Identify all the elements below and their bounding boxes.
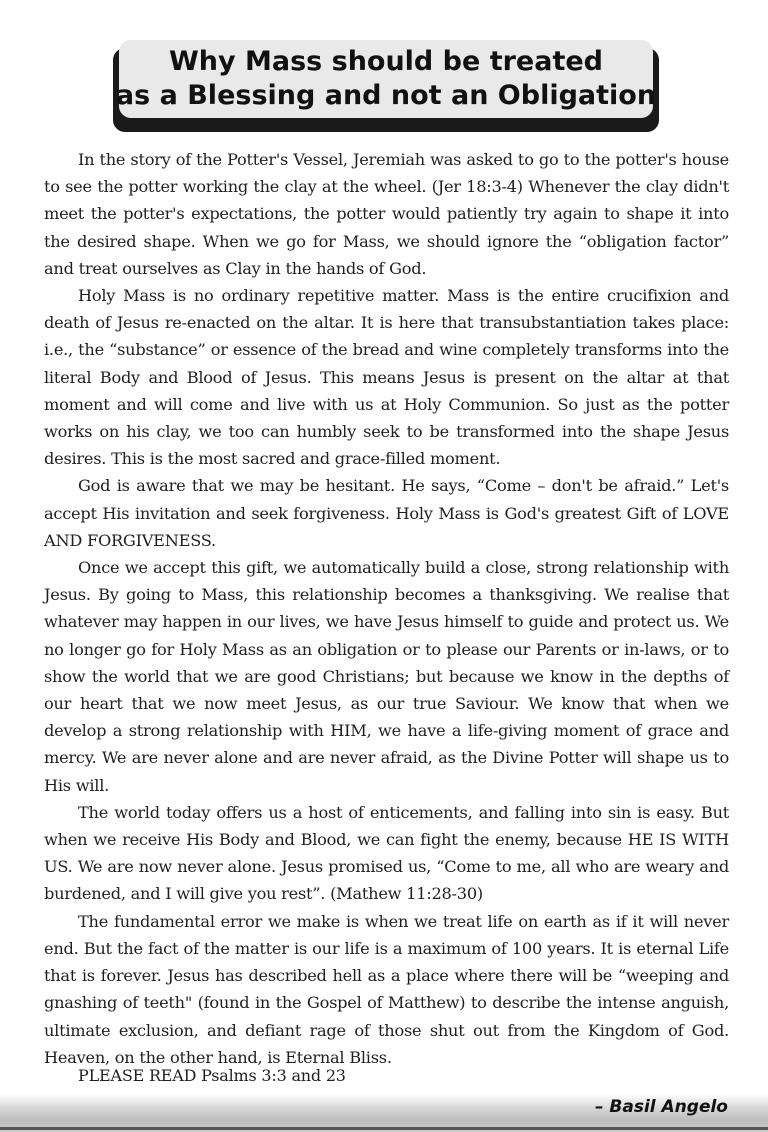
paragraph: In the story of the Potter's Vessel, Jeremiah was asked to go to the potter's house to see the potter working the clay at the wheel. (Jer 18:3-4) Whenever the clay didn't meet the potter's expectations, the potter would patiently try again to shape it into the desired shape. When we go for Mass, we should ignore the “obligation factor” and treat ourselves as Clay in the hands of God. — [44, 150, 729, 278]
paragraph: God is aware that we may be hesitant. He says, “Come – don't be afraid.” Let's accept His invitation and seek forgiveness. Holy Mass is God's greatest Gift of LOVE AND FORGIVENESS. — [44, 476, 729, 550]
paragraph: Holy Mass is no ordinary repetitive matter. Mass is the entire crucifixion and death of Jesus re-enacted on the altar. It is here that transubstantiation takes place: i.e., the “substance” or essence of the bread and wine completely transforms into the literal Body and Blood of Jesus. This means Jesus is present on the altar at that moment and will come and live with us at Holy Communion. So just as the potter works on his clay, we too can humbly seek to be transformed into the shape Jesus desires. This is the most sacred and grace-filled moment. — [44, 286, 729, 469]
title-box — [115, 40, 657, 118]
paragraph: Once we accept this gift, we automatically build a close, strong relationship with Jesus. By going to Mass, this relationship becomes a thanksgiving. We realise that whatever may happen in our lives, we have Jesus himself to guide and protect us. We no longer go for Holy Mass as an obligation or to please our Parents or in-laws, or to show the world that we are good Christians; but because we know in the depths of our heart that we now meet Jesus, as our true Saviour. We know that when we develop a strong relationship with HIM, we have a life-giving moment of grace and mercy. We are never alone and are never afraid, as the Divine Potter will shape us to His will. — [44, 558, 729, 795]
title-line-1: Why Mass should be treated — [168, 46, 604, 77]
paragraph: The fundamental error we make is when we treat life on earth as if it will never end. But the fact of the matter is our life is a maximum of 100 years. It is eternal Life that is forever. Jesus has described hell as a place where there will be “weeping and gnashing of teeth" (found in the Gospel of Matthew) to describe the intense anguish, ultimate exclusion, and defiant rage of those shut out from the Kingdom of God. Heaven, on the other hand, is Eternal Bliss. — [44, 911, 729, 1067]
footer-divider — [0, 1127, 768, 1130]
closing-reference: PLEASE READ Psalms 3:3 and 23 — [78, 1066, 346, 1085]
author-signature: – Basil Angelo — [594, 1097, 728, 1117]
article-body — [44, 146, 729, 1071]
title-line-2: as a Blessing and not an Obligation — [115, 80, 657, 111]
paragraph: The world today offers us a host of enticements, and falling into sin is easy. But when we receive His Body and Blood, we can fight the enemy, because HE IS WITH US. We are now never alone. Jesus promised us, “Come to me, all who are weary and burdened, and I will give you rest”. (Mathew 11:28-30) — [44, 802, 729, 904]
title-banner — [113, 40, 659, 132]
